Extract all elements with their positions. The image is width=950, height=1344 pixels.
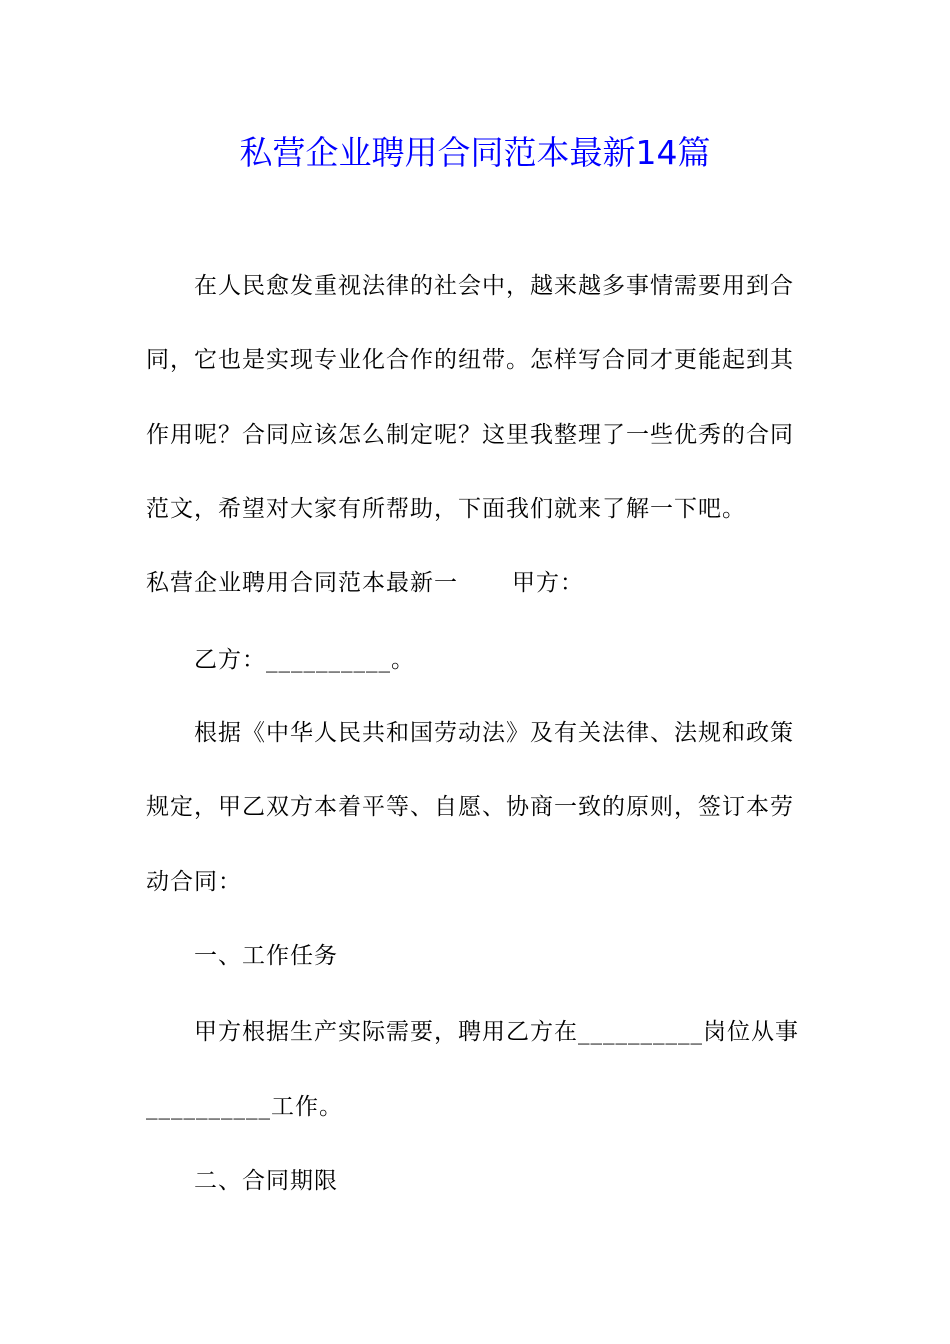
intro-line-3: 作用呢？合同应该怎么制定呢？这里我整理了一些优秀的合同	[146, 422, 794, 448]
clause-heading-2: 二、合同期限	[194, 1168, 338, 1194]
party-b-line: 乙方：__________。	[194, 647, 415, 673]
intro-line-4: 范文，希望对大家有所帮助，下面我们就来了解一下吧。	[146, 496, 746, 522]
intro-line-1: 在人民愈发重视法律的社会中，越来越多事情需要用到合	[194, 273, 794, 299]
basis-line-1: 根据《中华人民共和国劳动法》及有关法律、法规和政策	[194, 720, 794, 746]
intro-line-2: 同，它也是实现专业化合作的纽带。怎样写合同才更能起到其	[146, 347, 794, 373]
basis-line-3: 动合同：	[146, 869, 242, 895]
section-heading-line	[146, 566, 584, 600]
basis-line-2: 规定，甲乙双方本着平等、自愿、协商一致的原则，签订本劳	[146, 794, 794, 820]
party-a-label: 甲方：	[512, 570, 584, 596]
clause-1-line-1: 甲方根据生产实际需要，聘用乙方在__________岗位从事	[194, 1019, 799, 1045]
document-title: 私营企业聘用合同范本最新14篇	[239, 133, 711, 172]
clause-heading-1: 一、工作任务	[194, 943, 338, 969]
clause-1-line-2: __________工作。	[146, 1094, 343, 1120]
section-heading: 私营企业聘用合同范本最新一	[146, 570, 458, 596]
